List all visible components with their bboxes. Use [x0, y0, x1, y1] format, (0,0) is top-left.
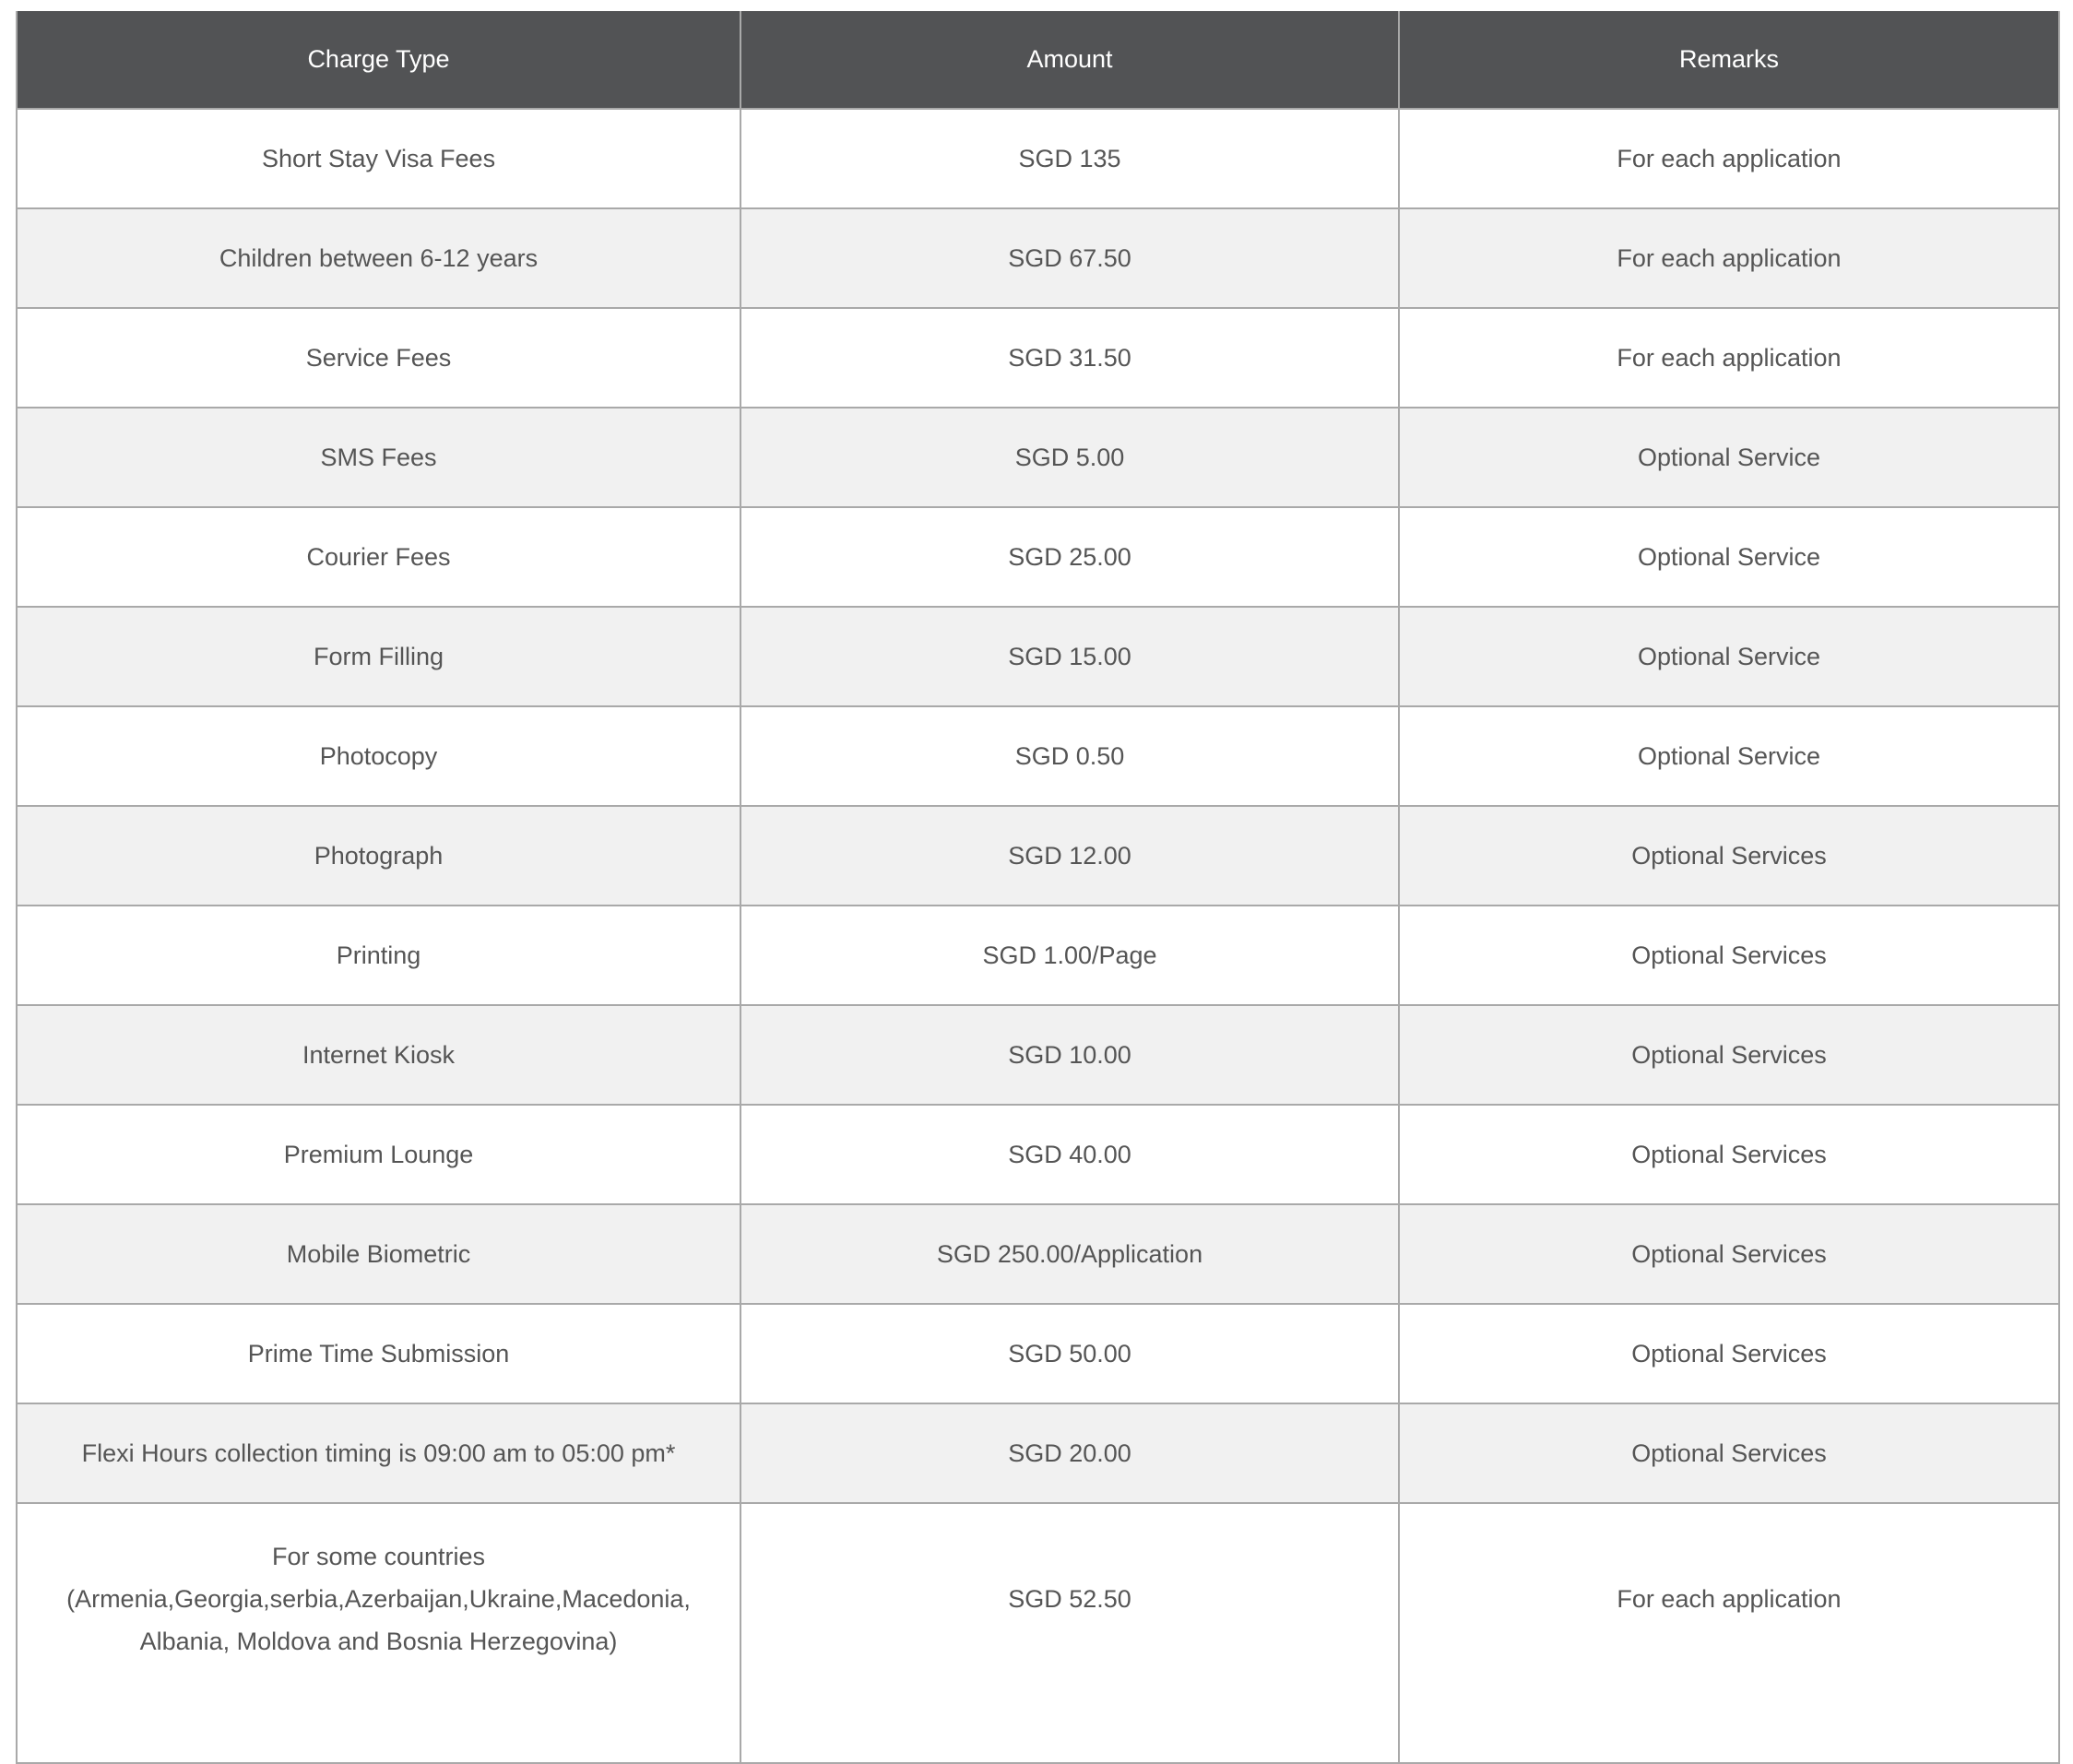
amount-cell: SGD 67.50: [740, 208, 1399, 308]
table-row: [17, 1304, 2059, 1403]
charge-type-cell: Courier Fees: [17, 507, 740, 607]
amount-cell: SGD 10.00: [740, 1005, 1399, 1105]
table-row: [17, 408, 2059, 507]
remarks-cell: Optional Services: [1399, 906, 2059, 1005]
remarks-cell: Optional Service: [1399, 507, 2059, 607]
amount-cell: SGD 20.00: [740, 1403, 1399, 1503]
amount-cell: SGD 0.50: [740, 706, 1399, 806]
amount-cell: SGD 31.50: [740, 308, 1399, 408]
charge-line: Albania, Moldova and Bosnia Herzegovina): [139, 1628, 618, 1655]
remarks-cell: For each application: [1399, 109, 2059, 208]
amount-cell: SGD 1.00/Page: [740, 906, 1399, 1005]
remarks-cell: Optional Services: [1399, 806, 2059, 906]
remarks-cell: For each application: [1399, 208, 2059, 308]
table-row: [17, 507, 2059, 607]
amount-cell: SGD 40.00: [740, 1105, 1399, 1204]
charge-type-cell: Children between 6-12 years: [17, 208, 740, 308]
remarks-cell: Optional Services: [1399, 1105, 2059, 1204]
charge-type-cell: SMS Fees: [17, 408, 740, 507]
amount-cell: SGD 250.00/Application: [740, 1204, 1399, 1304]
amount-cell: SGD 12.00: [740, 806, 1399, 906]
table-row: [17, 208, 2059, 308]
charge-line: (Armenia,Georgia,serbia,Azerbaijan,Ukraine,Macedonia,: [66, 1585, 691, 1613]
table-row: [17, 906, 2059, 1005]
table-row: [17, 308, 2059, 408]
remarks-cell: For each application: [1399, 1503, 2059, 1763]
remarks-cell: Optional Services: [1399, 1403, 2059, 1503]
header-row: [17, 11, 2059, 109]
remarks-cell: Optional Service: [1399, 607, 2059, 706]
charge-type-cell: Service Fees: [17, 308, 740, 408]
table-row: [17, 1403, 2059, 1503]
charge-type-cell: Photocopy: [17, 706, 740, 806]
charge-type-cell: Printing: [17, 906, 740, 1005]
header-charge-type: Charge Type: [17, 11, 740, 109]
amount-cell: SGD 52.50: [740, 1503, 1399, 1763]
remarks-cell: Optional Services: [1399, 1204, 2059, 1304]
charge-type-cell: Form Filling: [17, 607, 740, 706]
table-row: [17, 706, 2059, 806]
charge-line: For some countries: [271, 1543, 486, 1570]
remarks-cell: Optional Services: [1399, 1304, 2059, 1403]
remarks-cell: Optional Service: [1399, 408, 2059, 507]
table-row: [17, 1105, 2059, 1204]
amount-cell: SGD 25.00: [740, 507, 1399, 607]
amount-cell: SGD 135: [740, 109, 1399, 208]
table-row: [17, 806, 2059, 906]
charge-type-cell: Internet Kiosk: [17, 1005, 740, 1105]
amount-cell: SGD 50.00: [740, 1304, 1399, 1403]
header-amount: Amount: [740, 11, 1399, 109]
amount-cell: SGD 15.00: [740, 607, 1399, 706]
table-row: [17, 109, 2059, 208]
table-row: [17, 1005, 2059, 1105]
charge-type-cell: Mobile Biometric: [17, 1204, 740, 1304]
remarks-cell: Optional Service: [1399, 706, 2059, 806]
charge-type-cell: Short Stay Visa Fees: [17, 109, 740, 208]
amount-cell: SGD 5.00: [740, 408, 1399, 507]
table-row: [17, 1204, 2059, 1304]
charge-type-cell: Flexi Hours collection timing is 09:00 am to 05:00 pm*: [17, 1403, 740, 1503]
charge-type-cell: Prime Time Submission: [17, 1304, 740, 1403]
header-remarks: Remarks: [1399, 11, 2059, 109]
remarks-cell: For each application: [1399, 308, 2059, 408]
charge-type-cell: Photograph: [17, 806, 740, 906]
fees-table: [16, 11, 2060, 1764]
table-row: [17, 607, 2059, 706]
charge-type-cell: Premium Lounge: [17, 1105, 740, 1204]
remarks-cell: Optional Services: [1399, 1005, 2059, 1105]
table-row: [17, 1503, 2059, 1763]
charge-type-cell: [17, 1503, 740, 1763]
